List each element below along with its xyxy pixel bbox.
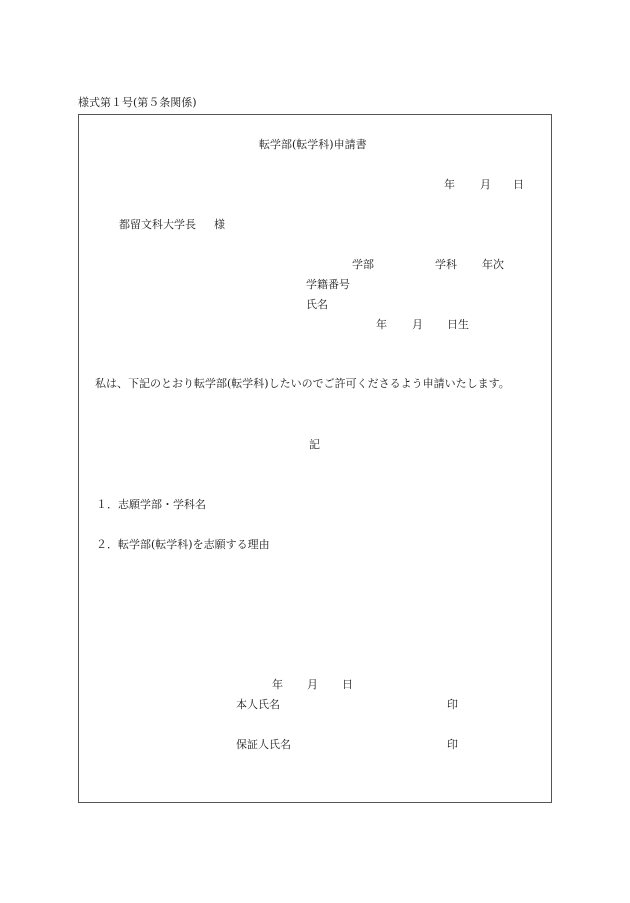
signature-date-day: 日 bbox=[342, 678, 353, 691]
faculty-label: 学部 bbox=[352, 258, 374, 271]
applicant-seal: 印 bbox=[447, 698, 458, 711]
item-transfer-reason: ２．転学部(転学科)を志願する理由 bbox=[96, 538, 270, 551]
year-level-label: 年次 bbox=[482, 258, 504, 271]
addressee-name: 都留文科大学長 bbox=[119, 218, 196, 231]
addressee-honorific: 様 bbox=[214, 218, 225, 231]
item-desired-faculty: １．志願学部・学科名 bbox=[96, 498, 206, 511]
header-date-month: 月 bbox=[480, 178, 491, 191]
request-statement: 私は、下記のとおり転学部(転学科)したいのでご許可くださるよう申請いたします。 bbox=[95, 377, 510, 390]
birth-year-label: 年 bbox=[376, 318, 387, 331]
applicant-name-label: 本人氏名 bbox=[236, 698, 280, 711]
header-date-year: 年 bbox=[444, 178, 455, 191]
department-label: 学科 bbox=[435, 258, 457, 271]
birth-day-label: 日生 bbox=[447, 318, 469, 331]
signature-date-month: 月 bbox=[307, 678, 318, 691]
birth-month-label: 月 bbox=[412, 318, 423, 331]
header-date-day: 日 bbox=[513, 178, 524, 191]
guarantor-name-label: 保証人氏名 bbox=[236, 738, 291, 751]
student-id-label: 学籍番号 bbox=[306, 278, 350, 291]
ki-heading: 記 bbox=[309, 438, 320, 451]
name-label: 氏名 bbox=[306, 298, 328, 311]
document-title: 転学部(転学科)申請書 bbox=[259, 138, 367, 151]
guarantor-seal: 印 bbox=[447, 738, 458, 751]
signature-date-year: 年 bbox=[272, 678, 283, 691]
form-number-label: 様式第１号(第５条関係) bbox=[78, 96, 197, 109]
